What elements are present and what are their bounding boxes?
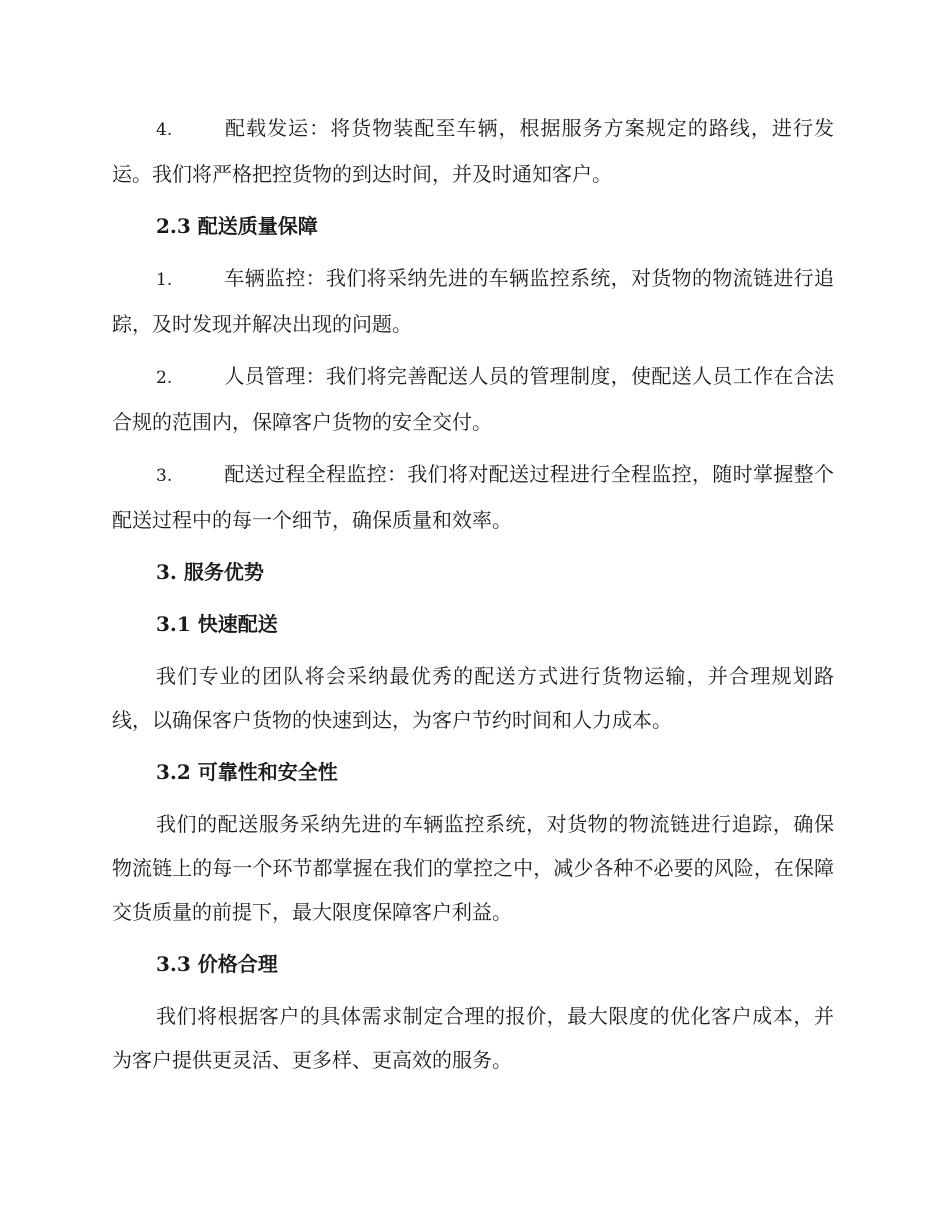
document-page: [112, 106, 834, 1090]
subsection-heading: 3.3 价格合理: [156, 952, 278, 976]
list-text: 人员管理：我们将完善配送人员的管理制度，使配送人员工作在合法合规的范围内，保障客户货物的安全交付。: [112, 364, 834, 434]
subsection-heading: 3.2 可靠性和安全性: [156, 760, 338, 784]
list-number: 1.: [156, 270, 173, 290]
section-heading: 3. 服务优势: [156, 560, 264, 584]
list-number: 3.: [156, 466, 173, 486]
list-item: [112, 452, 834, 542]
list-item: [112, 106, 834, 196]
body-paragraph: 我们将根据客户的具体需求制定合理的报价，最大限度的优化客户成本，并为客户提供更灵活、更多样、更高效的服务。: [112, 1004, 834, 1072]
body-paragraph: 我们专业的团队将会采纳最优秀的配送方式进行货物运输，并合理规划路线，以确保客户货物的快速到达，为客户节约时间和人力成本。: [112, 664, 834, 732]
subsection-heading: 3.1 快速配送: [156, 612, 278, 636]
body-paragraph: 我们的配送服务采纳先进的车辆监控系统，对货物的物流链进行追踪，确保物流链上的每一个环节都掌握在我们的掌控之中，减少各种不必要的风险，在保障交货质量的前提下，最大限度保障客户利益。: [112, 812, 834, 924]
list-text: 车辆监控：我们将采纳先进的车辆监控系统，对货物的物流链进行追踪，及时发现并解决出现的问题。: [112, 266, 834, 336]
list-number: 4.: [156, 120, 173, 140]
list-item: [112, 354, 834, 444]
section-heading: 2.3 配送质量保障: [156, 214, 318, 238]
list-item: [112, 256, 834, 346]
list-text: 配送过程全程监控：我们将对配送过程进行全程监控，随时掌握整个配送过程中的每一个细节，确保质量和效率。: [112, 462, 834, 532]
list-number: 2.: [156, 368, 173, 388]
list-text: 配载发运：将货物装配至车辆，根据服务方案规定的路线，进行发运。我们将严格把控货物的到达时间，并及时通知客户。: [112, 116, 834, 186]
